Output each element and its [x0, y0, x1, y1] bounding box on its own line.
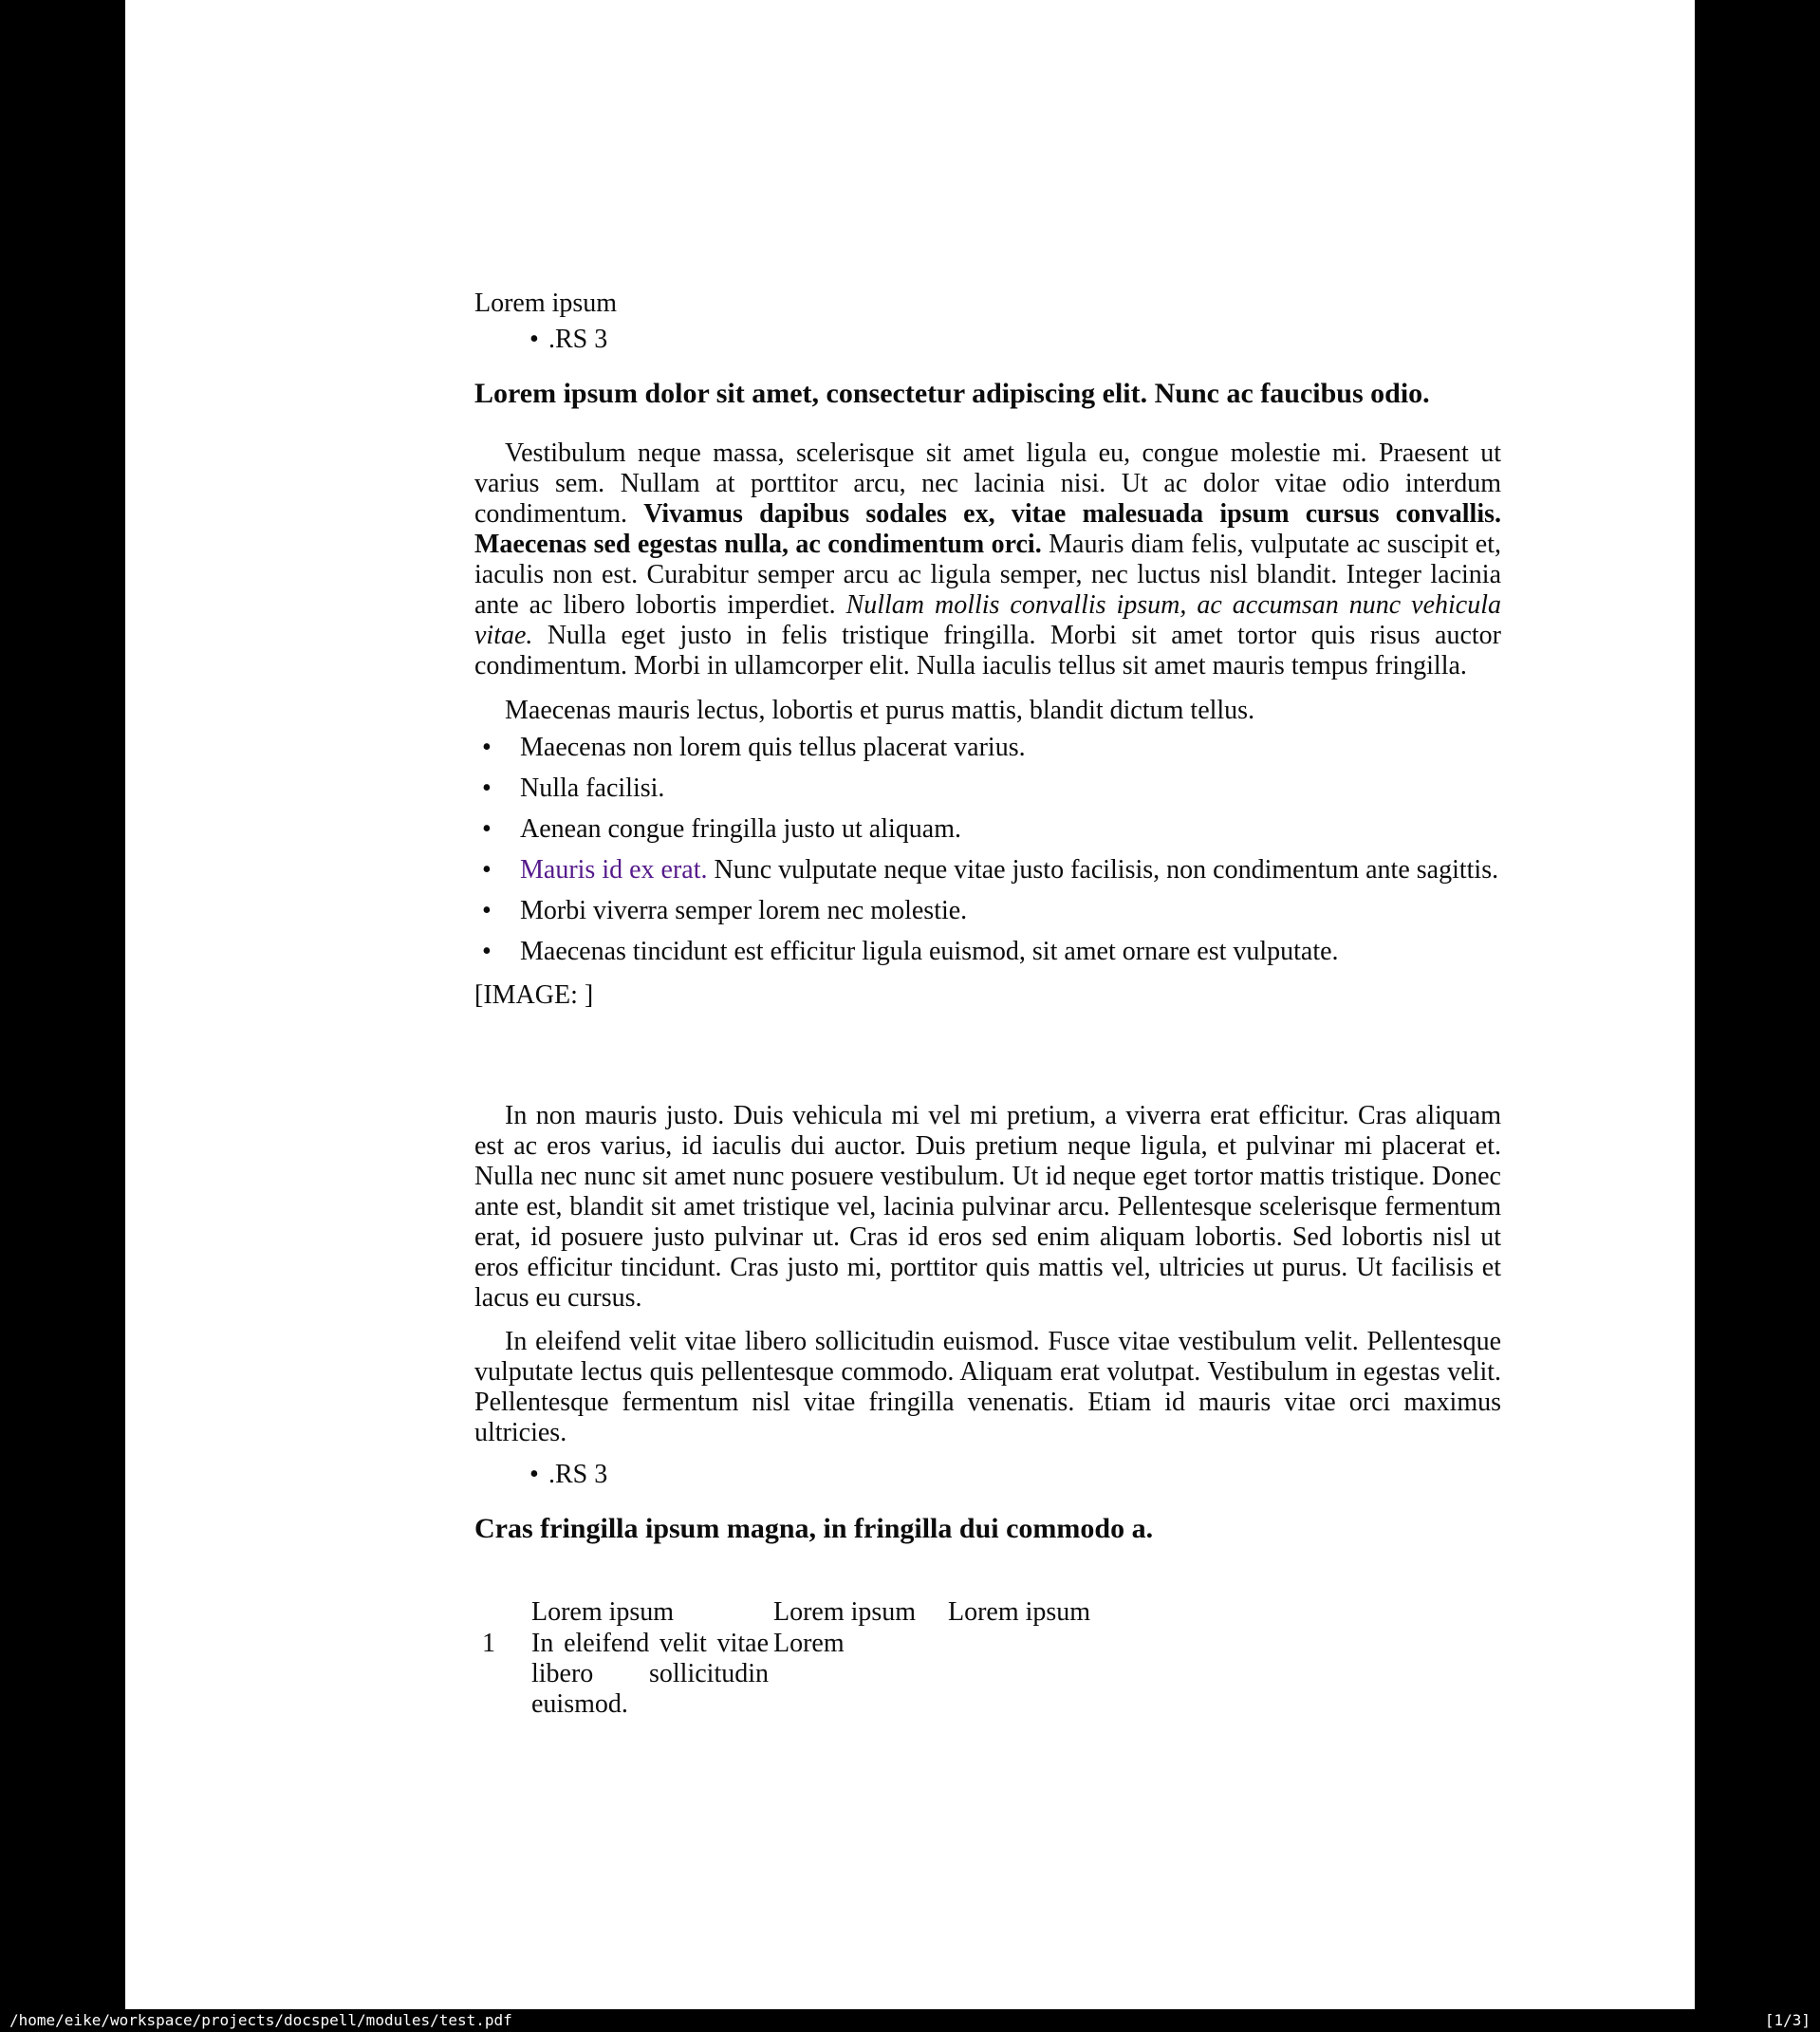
rs-directive-line-1: • .RS 3 [474, 325, 1575, 355]
paragraph-1 [474, 438, 1501, 681]
list-item [474, 814, 1501, 845]
bullet-list [474, 733, 1501, 978]
section-heading-2: Cras fringilla ipsum magna, in fringilla dui commodo a. [474, 1513, 1154, 1544]
table-header-cell: Lorem ipsum [948, 1597, 1091, 1627]
paragraph-1-italic-text: Nullam mollis convallis ipsum, ac accumsan nunc vehicula vitae. [474, 590, 1501, 650]
hyperlink-mauris-id-ex-erat[interactable]: Mauris id ex erat. [520, 855, 708, 885]
document-page [125, 0, 1695, 2009]
list-item-text: Maecenas tincidunt est efficitur ligula euismod, sit amet ornare est vulputate. [520, 937, 1339, 966]
table-cell: Lorem [773, 1629, 845, 1658]
rs-directive-line-2: • .RS 3 [474, 1460, 1575, 1490]
paragraph-3: In eleifend velit vitae libero sollicitudin euismod. Fusce vitae vestibulum velit. Pellentesque vulputate lectus quis pellentesque commodo. Aliquam erat volutpat. Vestibulum in egestas velit. Pellentesque fermentum nisl vitae fringilla venenatis. Etiam id mauris vitae orci maximus ultricies. [474, 1327, 1501, 1447]
table-header-cell: Lorem ipsum [773, 1597, 917, 1627]
paragraph-1-bold-text: Vivamus dapibus sodales ex, vitae malesuada ipsum cursus convallis. Maecenas sed egestas nulla, ac condimentum orci. [474, 499, 1501, 559]
image-placeholder-tag: [IMAGE: ] [474, 980, 594, 1010]
section-heading-1: Lorem ipsum dolor sit amet, consectetur adipiscing elit. Nunc ac faucibus odio. [474, 378, 1430, 409]
paragraph-1-text: Vestibulum neque massa, scelerisque sit amet ligula eu, congue molestie mi. Praesent ut varius sem. Nullam at porttitor arcu, nec lacinia nisi. Ut ac dolor vitae odio interdum condimentum. [474, 438, 1501, 529]
paragraph-1-text: Mauris diam felis, vulputate ac suscipit et, iaculis non est. Curabitur semper arcu ac ligula semper, nec luctus nisl blandit. Integer lacinia ante ac libero lobortis imperdiet. [474, 530, 1501, 620]
paragraph-1-text: Nulla eget justo in felis tristique fringilla. Morbi sit amet tortor quis risus auctor condimentum. Morbi in ullamcorper elit. Nulla iaculis tellus sit amet mauris tempus fringilla. [474, 621, 1501, 680]
document-table [474, 1597, 1501, 1768]
doc-intro-label: Lorem ipsum [474, 289, 618, 318]
statusbar-file-path: /home/eike/workspace/projects/docspell/modules/test.pdf [9, 2011, 512, 2029]
table-cell: In eleifend velit vitae libero sollicitudin euismod. [531, 1629, 769, 1719]
list-item [474, 896, 1501, 926]
table-header-cell: Lorem ipsum [531, 1597, 675, 1627]
table-row-number: 1 [482, 1629, 495, 1658]
list-item [474, 855, 1501, 886]
paragraph-maecenas: Maecenas mauris lectus, lobortis et purus mattis, blandit dictum tellus. [505, 696, 1255, 725]
list-item-text: Nunc vulputate neque vitae justo facilisis, non condimentum ante sagittis. [707, 855, 1499, 885]
list-item-text: Morbi viverra semper lorem nec molestie. [520, 896, 968, 925]
list-item-text: Maecenas non lorem quis tellus placerat varius. [520, 733, 1026, 762]
list-item [474, 937, 1501, 967]
statusbar-page-indicator: [1/3] [1764, 2011, 1811, 2029]
list-item-text: Aenean congue fringilla justo ut aliquam. [520, 814, 961, 844]
paragraph-2: In non mauris justo. Duis vehicula mi vel mi pretium, a viverra erat efficitur. Cras aliquam est ac eros varius, id iaculis dui auctor. Duis pretium neque ligula, et pulvinar mi placerat et. Nulla nec nunc sit amet nunc posuere vestibulum. Ut id neque eget tortor mattis tristique. Donec ante est, blandit sit amet tristique vel, lacinia pulvinar arcu. Pellentesque scelerisque fermentum erat, id posuere justo pulvinar ut. Cras id eros sed enim aliquam lobortis. Sed lobortis nisl ut eros efficitur tincidunt. Cras justo mi, porttitor quis mattis vel, ultricies ut purus. Ut facilisis et lacus eu cursus. [474, 1101, 1501, 1313]
list-item-text: Nulla facilisi. [520, 774, 665, 803]
list-item [474, 733, 1501, 763]
statusbar [0, 2009, 1820, 2032]
list-item [474, 774, 1501, 804]
